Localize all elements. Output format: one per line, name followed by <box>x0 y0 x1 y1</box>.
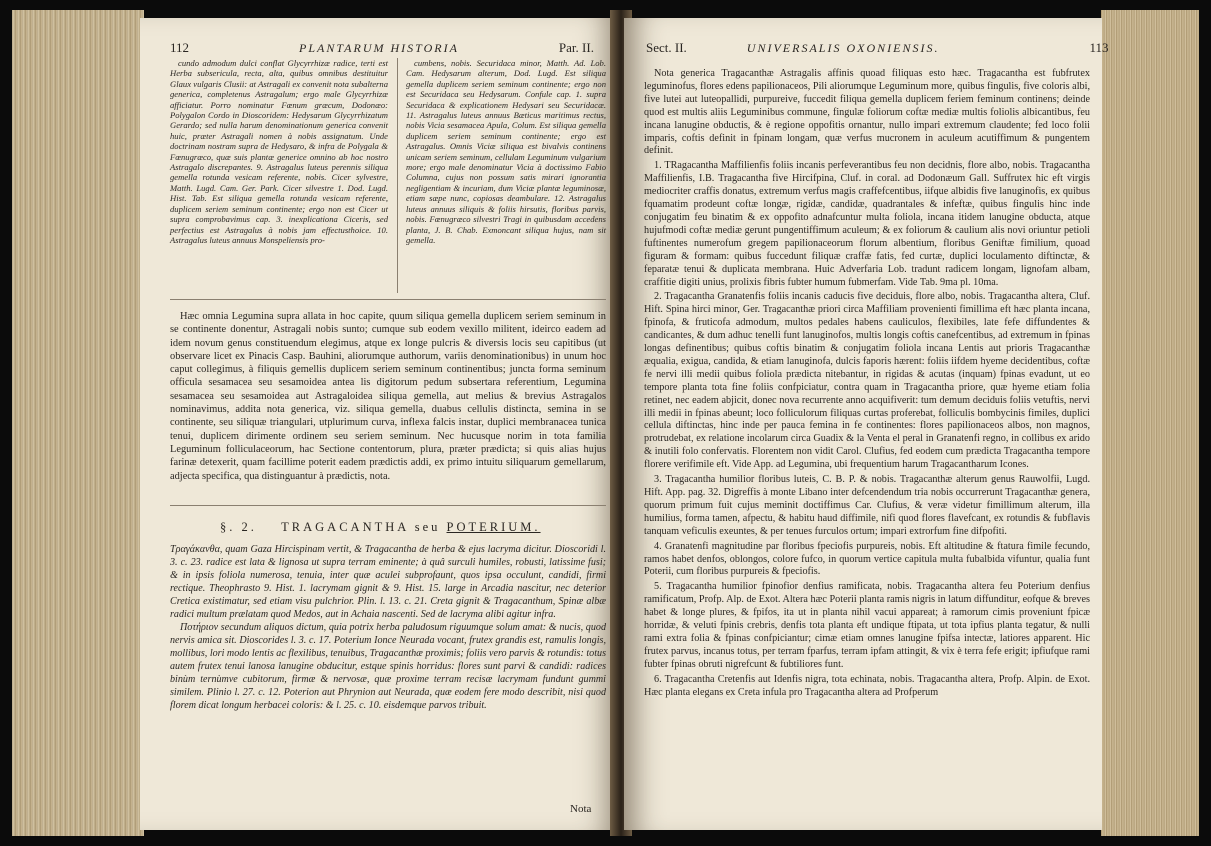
left-column-1-text: cundo admodum dulci conflat Glycyrrhizæ radice, terti est Herba subsericula, recta, alta, quibus omnibus destituitur Glaux vulgaris Clusii: at Astragali ex convenit nota subalterna generica, completenus Astragalum; ergo male Glycyrrhizæ afficiatur. Porro nominatur Fœnum græcum, Dodonæo: Polygalon Cordo in Dioscoridem: Hedysarum Glycyrrhizatum Gerardo; sed nulla harum denominationum generica convenit huic, præter Astragali nomen à nobis assignatum. Unde doctrinam nostram supra de Hedysaro, & infra de Polygala & Fœnugræco, quæ suis plantæ generice omnino ab hoc nostro Astragalo discrepantes. 9. Astragalus luteus perennis siliqua gemella rotunda vesicam referente, nobis. Cicer sylvestre, Matth. Lugd. Cam. Ger. Park. Cicer silvestre 1. Dod. Lugd. Hist. Tab. Est siliqua gemella rotunda vesicam referente, duplicem seriem seminum continente; ergo non est Cicer ut supra comprobavimus cap. 3. inexplicationa Ciceris, sed perfectius est Astragalus à nobis jam effectusthoice. 10. Astragalus luteus annuus Monspeliensis pro- <box>170 58 388 245</box>
right-paragraph: 2. Tragacantha Granatenfis foliis incanis caducis five deciduis, flore albo, nobis. Tragacantha altera, Cluf. Hift. Spina hirci minor, Ger. Tragacanthæ priori circa Maffiliam provenienti fimillima eft hæc planta incana, fpinofa, & fruticofa admodum, multos pedales habens cauliculos, flexibiles, late fefe diffundentes & candicantes, & dum adhuc tenelli funt lanuginofos, multis longis coftis canefcentibus, ad extremum in fpinas longas definentibus; quibus coftis binatim & conjugatim foliola incana Lentis aut prioris Tragacanthæ æqualia, exigua, candida, & etiam lanuginofa, dulcis faporis hærent: foliis iifdem hyeme decidentibus, coftæ fe nervi illi medii quibus foliola prædicta nitebantur, in rigidas & acutas (inquam) fpinas evadunt, ut eo tempore planta tota fine foliis confpiciatur, contra quam in Tragacantha priore, quæ hyeme etiam folia retinet, nec eadem abjicit, donec nova recurrente anno acquifiverit: tum demum deciduis foliis vetuftis, nervi illi medii in fpinas abeunt; loco folliculorum filiquas curtas proferebat, folliculis bombycinis fimiles, duplici cellula diftinctas, hinc inde per pauca femina in fe continentes: flores papilionaceos albos, non magnos, protrudebat, ex relatione incolarum circa Guadix & la Venta el peral in Granatenfi regno, in collibus ex arido & inutili folo confervatis. Florentem non vidit Carol. Clufius, fed eodem cum prædicta Tragacantha tempore florere verifimile eft. Vide App. ad Legumina, ubi frequentium harum Tragacantharum Icones. <box>644 291 1090 471</box>
left-page-edges <box>12 10 144 836</box>
left-running-head <box>170 40 594 56</box>
right-page <box>624 18 1109 830</box>
catchword: Nota <box>570 803 592 815</box>
column-bottom-rule <box>170 299 606 300</box>
left-main-paragraph <box>170 310 606 484</box>
section-paragraph-1: Τραγάκανθα, quam Gaza Hircispinam vertit, & Tragacantha de herba & ejus lacryma dicitur. Dioscoridi l. 3. c. 23. radice est lata & lignosa ut supra terram eminente; à quâ surculi humiles, robusti, latissime fusi; & in ipsis foliola numerosa, tenuia, inter quæ aculei subprofaunt, quos ipsa occulunt, candidi, firmi rectique. Theophrasto 9. Hist. 1. lacrymam gignit & 9. Hist. 15. large in Arcadia nascitur, nec deterior Cretica existimatur, sed etiam visu pulchrior. Plin. l. 13. c. 21. Creta gignit & Tragacanthum, Spinæ albæ radici multum prælatam quod Medos, aut in Achaia nascenti. Sed de lacryma alibi agitur infra. <box>170 544 606 620</box>
right-section-ref: Sect. II. <box>646 40 687 55</box>
left-running-title: PLANTARUM HISTORIA <box>299 41 459 55</box>
section-top-rule <box>170 505 606 506</box>
right-paragraph: 1. TRagacantha Maffilienfis foliis incanis perfeverantibus feu non decidnis, flore albo, nobis. Tragacantha Maffilienfis, I.B. Tragacantha five Hircifpina, Cluf. in coral. ad Dodonæum Gall. Suffrutex hic eft virgis mediocriter craffis donatus, extremum verfus magis craffefcentibus, iifque albidis five lanuginofis, ex quibus fquamatim prodeunt coftæ longæ, rigidæ, candidæ, quadrantales & infeftæ, quibus fingulis hinc inde conjugatim feu binatim & ex oppofito adnafcuntur multa foliola, incana itidem lanugine obducta, atque hujufmodi coftæ mediæ gerunt pungentiffimum aculeum; & ex foliorum & caulium alis novi oriuntur petioli fuftinentes numerofum gregem papilionaceorum florum albentium, floribus Geniftæ fimilium, quoad figuram & formam: quibus fuccedunt filiquæ craffæ fatis, fed curtæ, duplici loculamento diftinctæ, & feparatæ tenui & duplicata membrana. Huic Adverfaria Lob. tradunt radicem longam, lignofam albam, craffitie digiti unius, prolixis fibris fubter humum fubmerfam. Vide Tab. 9ma pl. 10ma. <box>644 160 1090 288</box>
open-book <box>12 10 1199 836</box>
section-title: TRAGACANTHA seu <box>281 520 441 534</box>
left-main-text: Hæc omnia Legumina supra allata in hoc capite, quum siliqua gemella duplicem seriem seminum in se continente donentur, Astragali nobis sunto; cumque sub eodem vexillo militent, ideirco eadem ad idem novum genus constituendum elegimus, atque ex longe pulcris & diversis locis seu capitibus (ut observare licet ex Pinacis Casp. Bauhini, aliorumque authorum, variis denominationibus) in unum hoc caput collegimus, à filiquis gemellis duplicem seriem seminum continentibus; juncta forma seminum officula sesamacea seu sesamoidea antea lis digitorum pedum subsertara referentium, Legumina sesamacea seu sesamoidea aut Astragaloidea siliqua gemella, aut melius & brevius Astragalos nominavimus, addita nota generica, viz. siliqua gemella, duabus cellulis distincta, semina in se continente, seu siliquæ triangulari, utplurimum curva, inflexa falcis instar, duplici membranacea tunica tenui, duplicem dirimente ordinem seu seriem seminum. Nec hucusque norim in tota familia Leguminum folliculaceorum, hac Sectione contentorum, plura, præter prædicta; si quis alias hujus farinæ detexerit, quam facillime poterit eadem prædictis addi, ex primo intuitu siliquarum gemellarum, adjecta specifica, qua distinguantur à prædictis, nota. <box>170 311 606 482</box>
section-title-poterium: POTERIUM. <box>446 520 541 534</box>
right-paragraph: 4. Granatenfi magnitudine par floribus fpeciofis purpureis, nobis. Eft altitudine & ftatura fimile fecundo, ramos habet denfos, oblongos, colore fufco, in quorum vertice capitula multa fubalbida vifuntur, qualia funt Poterii, cum floribus purpureis & fpeciofis. <box>644 540 1090 578</box>
right-page-number: 113 <box>1089 40 1109 55</box>
right-running-title: UNIVERSALIS OXONIENSIS. <box>746 41 940 55</box>
right-paragraph: Nota generica Tragacanthæ Astragalis affinis quoad filiquas esto hæc. Tragacantha est fubfrutex leguminofus, flores edens papilionaceos, Pili aliorumque Leguminum more, quibus fingulis, five coloris albi, five lutei aut luteopallidi, purpureive, fuccedit filiqua gemella duplicem feriem feminum continens; deinde quod est multis aliis Leguminibus commune, fingulæ foliorum coftæ mediæ multis foliolis albicantibus, feu incana lanugine obductis, & è regione oppofitis ornantur, nullo impari extremum claudente; fed loco folii imparis, coftis definit in fpinam longam, quæ verfus mucronem in aculeum acutiffimum & pungentem definit. <box>644 68 1090 157</box>
right-page-edges <box>1101 10 1199 836</box>
right-paragraph: 5. Tragacantha humilior fpinofior denfius ramificata, nobis. Tragacantha altera feu Poterium denfius ramificatum, Profp. Alp. de Exot. Altera hæc Poterii planta ramis nigris in latum diffunditur, eofque & breves habet & longe plures, & fpifos, ita ut in planta nihil vacui appareat; à ramorum cimis proveniunt fpicæ horridæ, & veluti fpinis crebris, denfis tota planta eft undique ftipata, ut tota ipfius planta tegatur, & nulli rami extra folia & fpinas confpiciantur; cimæ etiam omnes lanugine fpifsa intectæ, latiores apparent. Hic frutex parvus, incanus totus, per terram fparfus, terram ipfam attingit, & vix è terra fefe erigit; ipfiufque rami fubter fpinas obruti nigrefcunt & fubtiliores funt. <box>644 581 1090 670</box>
left-column-2-text: cumbens, nobis. Securidaca minor, Matth. Ad. Lob. Cam. Hedysarum alterum, Dod. Lugd. Est siliqua gemella duplicem seriem seminum continente; ergo non est Securidaca seu Hedysarum. Confule cap. 1. supra Securidaca & explicationem Hedysari seu Securidacæ. 11. Astragalus luteus annuus Bæticus maritimus rectus, nobis Vicia sesamacea Apula, Colum. Est siliqua gemella duplicem seriem seminum continente; ergo est Astragalus. Omnis Viciæ siliqua est bivalvis continens unicam seriem seminum, cellulam Leguminum vulgarium more; ergo male denominatur Vicia à doctissimo Fabio Columna, cujus non possum satis mirari ignorantia negligentiam & incuriam, dum Viciæ plantæ leguminosæ, etiam sæpe nunc, copiosas deambulare. 12. Astragalus luteus annuus siliquis & foliis hirsutis, floribus parvis, nobis. Fœnugræco silvestri Tragi in quibusdam accedens planta, J. B. Chab. Exmoncant siliqua hujus, nam sit gemella. <box>406 58 606 245</box>
section-paragraph-2: Ποτήριον secundum aliquos dictum, quia potrix herba paludosum riguumque solum amat: & nucis, quod nervis amica sit. Dioscorides l. 3. c. 17. Poterium Ionce Neurada vocant, frutex grandis est, ramulis longis, mollibus, lori modo lentis ac flexilibus, tenuibus, Tragacanthæ proximis; foliis vero parvis & rotundis: totus autem frutex tenui lanosa lanugine obducitur, estque spinis horridus: flores sunt parvi & candidi: radices binùm ternùmve cubitorum, firmæ & nervosæ, quæ proxime terram recisæ lacrymam fundunt gummi similem. Plinio l. 27. c. 12. Poterion aut Phrynion aut Neurada, quæ eodem fere modo describit, nisi quod florem dicat longum herbacei coloris: & l. 25. c. 10. eisdemque parvos tribuit. <box>170 622 606 711</box>
left-column-2 <box>406 58 606 247</box>
section-heading <box>220 520 541 535</box>
right-paragraph: 3. Tragacantha humilior floribus luteis, C. B. P. & nobis. Tragacanthæ alterum genus Rauwolfii, Lugd. Hift. App. pag. 32. Digreffis à monte Libano inter defcendendum tria nobis occurrerunt Tragacanthæ genera, quorum primum fuit cujus meminit doctiffimus Car. Clufius, & veræ videtur fimillimum alterum, illa humilius, forma tamen, afpectu, & habitu haud diffimile, nifi quod flores flavefcant, ex rotundis & fubflavis tanquam veficulis exeuntes, & per tenues furculos ortum; impari extrorfum fine difpofiti. <box>644 474 1090 537</box>
left-column-1 <box>170 58 388 247</box>
part-label: Par. II. <box>558 40 594 55</box>
section-number: §. 2. <box>220 520 257 534</box>
left-page <box>140 18 618 830</box>
column-divider <box>397 58 398 293</box>
left-page-number: 112 <box>170 40 190 55</box>
right-paragraph: 6. Tragacantha Cretenfis aut Idenfis nigra, tota echinata, nobis. Tragacantha altera, Profp. Alpin. de Exot. Hæc planta elegans ex Creta infula pro Tragacantha altera ad Profperum <box>644 673 1090 698</box>
right-running-head <box>646 40 1108 56</box>
right-body <box>644 68 1090 702</box>
section-text <box>170 544 606 714</box>
